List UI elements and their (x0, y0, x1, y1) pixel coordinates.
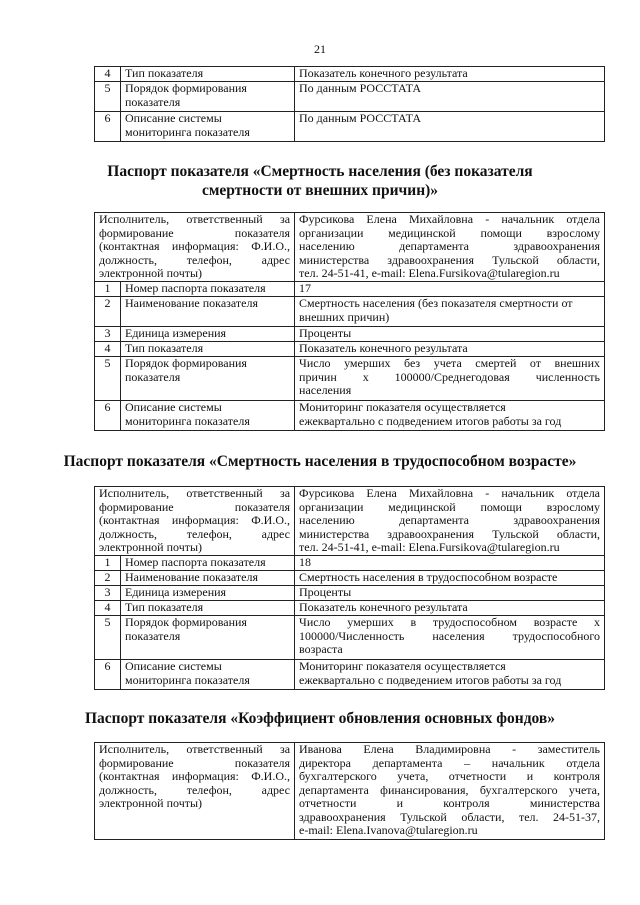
row-number: 2 (95, 571, 121, 586)
executor-value: Иванова Елена Владимировна - заместитель директора департамента – начальник отдела бухгалтерского учета, отчетности и контроля департамента финансирования, бухгалтерского учета, отчетности и контроля министерства здравоохранения Тульской области, тел. 24-51-37, e-mail: Elena.Ivanova@tularegion.ru (295, 743, 605, 840)
row-number: 5 (95, 616, 121, 660)
row-label: Описание системы мониторинга показателя (121, 112, 295, 142)
row-label: Номер паспорта показателя (121, 556, 295, 571)
row-number: 5 (95, 82, 121, 112)
table-row (95, 601, 605, 616)
row-label: Наименование показателя (121, 297, 295, 327)
page-number: 21 (314, 42, 326, 56)
table-row (95, 82, 605, 112)
executor-value: Фурсикова Елена Михайловна - начальник отдела организации медицинской помощи взрослому населению департамента здравоохранения министерства здравоохранения Тульской области, тел. 24-51-41, e-mail: Elena.Fursikova@tularegion.ru (295, 487, 605, 556)
table-row (95, 401, 605, 431)
row-label: Порядок формирования показателя (121, 82, 295, 112)
executor-label: Исполнитель, ответственный за формирование показателя (контактная информация: Ф.И.О., должность, телефон, адрес электронной почты) (95, 213, 295, 282)
executor-value: Фурсикова Елена Михайловна - начальник отдела организации медицинской помощи взрослому населению департамента здравоохранения министерства здравоохранения Тульской области, тел. 24-51-41, e-mail: Elena.Fursikova@tularegion.ru (295, 213, 605, 282)
table-row (95, 342, 605, 357)
table-row (95, 112, 605, 142)
row-value: Число умерших без учета смертей от внешних причин х 100000/Среднегодовая численность населения (295, 357, 605, 401)
section-heading: Паспорт показателя «Смертность населения (без показателя смертности от внешних причин)» (107, 163, 533, 199)
row-value: Показатель конечного результата (295, 342, 605, 357)
row-number: 4 (95, 67, 121, 82)
passport-table (94, 212, 605, 431)
table-row (95, 616, 605, 660)
row-value: По данным РОССТАТА (295, 82, 605, 112)
row-label: Единица измерения (121, 586, 295, 601)
row-label: Единица измерения (121, 327, 295, 342)
executor-label: Исполнитель, ответственный за формирование показателя (контактная информация: Ф.И.О., должность, телефон, адрес электронной почты) (95, 487, 295, 556)
row-number: 4 (95, 601, 121, 616)
row-label: Описание системы мониторинга показателя (121, 401, 295, 431)
row-label: Наименование показателя (121, 571, 295, 586)
table-row (95, 571, 605, 586)
table-row (95, 357, 605, 401)
row-label: Порядок формирования показателя (121, 357, 295, 401)
row-number: 6 (95, 112, 121, 142)
row-number: 3 (95, 586, 121, 601)
table-row (95, 586, 605, 601)
row-value: 18 (295, 556, 605, 571)
row-number: 4 (95, 342, 121, 357)
row-number: 5 (95, 357, 121, 401)
section-heading: Паспорт показателя «Смертность населения в трудоспособном возрасте» (63, 453, 577, 470)
row-value: Показатель конечного результата (295, 67, 605, 82)
table-row (95, 67, 605, 82)
row-label: Тип показателя (121, 601, 295, 616)
row-value: Мониторинг показателя осуществляется ежеквартально с подведением итогов работы за год (295, 660, 605, 690)
passport-table (94, 742, 605, 840)
executor-label: Исполнитель, ответственный за формирование показателя (контактная информация: Ф.И.О., должность, телефон, адрес электронной почты) (95, 743, 295, 840)
row-number: 3 (95, 327, 121, 342)
row-value: Число умерших в трудоспособном возрасте х 100000/Численность населения трудоспособного возраста (295, 616, 605, 660)
row-number: 6 (95, 401, 121, 431)
table-row (95, 213, 605, 282)
section-heading: Паспорт показателя «Коэффициент обновления основных фондов» (84, 710, 556, 727)
table-row (95, 327, 605, 342)
row-value: Мониторинг показателя осуществляется ежеквартально с подведением итогов работы за год (295, 401, 605, 431)
table-row (95, 660, 605, 690)
table-row (95, 297, 605, 327)
row-value: Показатель конечного результата (295, 601, 605, 616)
row-value: По данным РОССТАТА (295, 112, 605, 142)
passport-table (94, 486, 605, 690)
table-row (95, 556, 605, 571)
table-row (95, 743, 605, 840)
row-label: Тип показателя (121, 342, 295, 357)
top-table (94, 66, 605, 142)
row-value: Смертность населения (без показателя смертности от внешних причин) (295, 297, 605, 327)
row-label: Номер паспорта показателя (121, 282, 295, 297)
row-number: 1 (95, 556, 121, 571)
row-label: Тип показателя (121, 67, 295, 82)
row-value: Смертность населения в трудоспособном возрасте (295, 571, 605, 586)
row-value: Проценты (295, 586, 605, 601)
row-number: 1 (95, 282, 121, 297)
row-number: 2 (95, 297, 121, 327)
row-label: Описание системы мониторинга показателя (121, 660, 295, 690)
row-value: 17 (295, 282, 605, 297)
row-label: Порядок формирования показателя (121, 616, 295, 660)
row-number: 6 (95, 660, 121, 690)
table-row (95, 282, 605, 297)
table-row (95, 487, 605, 556)
row-value: Проценты (295, 327, 605, 342)
